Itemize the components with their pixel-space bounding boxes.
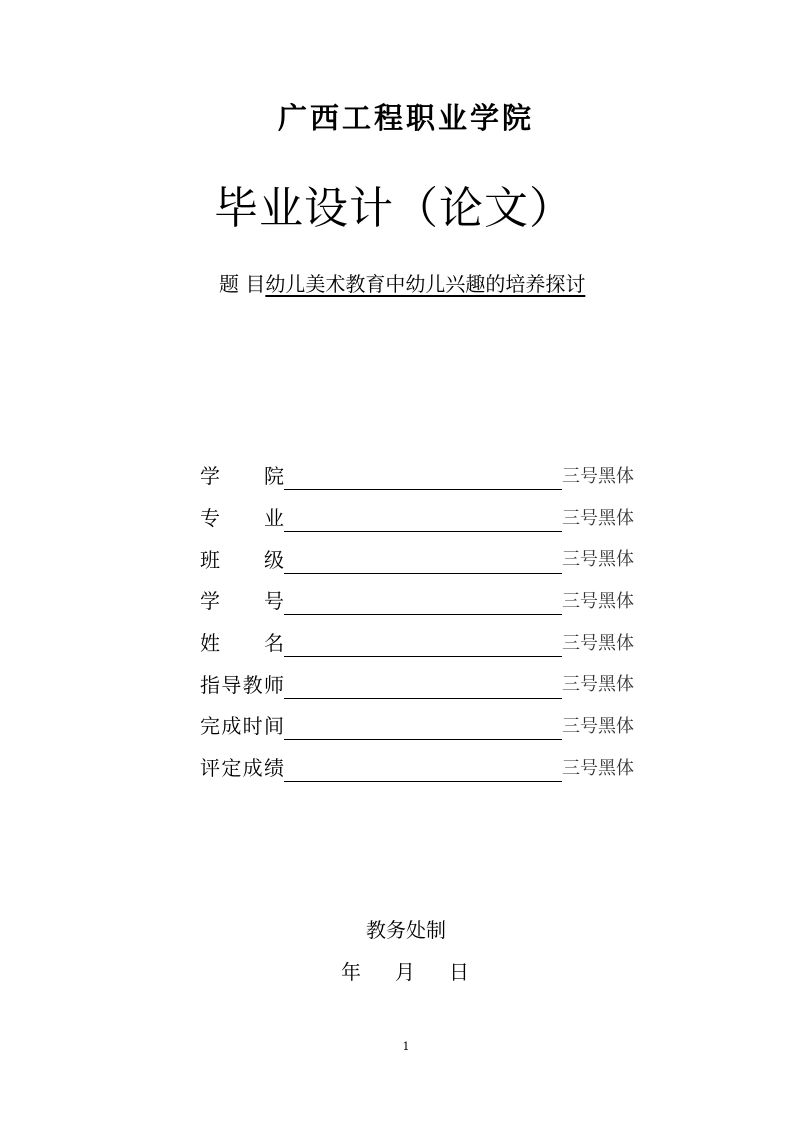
field-row-advisor — [200, 662, 660, 704]
field-hint: 三号黑体 — [562, 507, 634, 529]
field-row-name — [200, 621, 660, 663]
field-input-line[interactable] — [284, 588, 562, 615]
field-input-line[interactable] — [284, 630, 562, 657]
topic-row — [219, 268, 585, 297]
document-type-title: 毕业设计（论文） — [214, 183, 574, 234]
field-row-class — [200, 537, 660, 579]
topic-label: 题 目 — [219, 272, 266, 296]
field-input-line[interactable] — [284, 505, 562, 532]
field-input-line[interactable] — [284, 547, 562, 574]
field-hint: 三号黑体 — [562, 590, 634, 612]
field-input-line[interactable] — [284, 672, 562, 699]
info-form — [200, 454, 660, 788]
page-number: 1 — [402, 1040, 410, 1053]
school-name: 广西工程职业学院 — [277, 101, 534, 135]
thesis-title: 幼儿美术教育中幼儿兴趣的培养探讨 — [265, 272, 586, 296]
field-input-line[interactable] — [284, 713, 562, 740]
field-input-line[interactable] — [284, 755, 562, 782]
month-label: 月 — [395, 960, 415, 984]
field-hint: 三号黑体 — [562, 465, 634, 487]
field-hint: 三号黑体 — [562, 674, 634, 696]
field-label: 姓 名 — [200, 631, 284, 656]
day-label: 日 — [449, 960, 469, 984]
year-label: 年 — [341, 960, 361, 984]
field-label: 学 号 — [200, 589, 284, 614]
date-line — [341, 956, 469, 985]
field-row-college — [200, 454, 660, 496]
field-hint: 三号黑体 — [562, 757, 634, 779]
field-input-line[interactable] — [284, 463, 562, 490]
field-label: 专 业 — [200, 506, 284, 531]
field-hint: 三号黑体 — [562, 549, 634, 571]
field-row-student-id — [200, 579, 660, 621]
field-label: 班 级 — [200, 547, 284, 572]
field-row-completion-date — [200, 704, 660, 746]
field-label: 指导教师 — [200, 672, 284, 697]
field-label: 完成时间 — [200, 714, 284, 739]
field-hint: 三号黑体 — [562, 632, 634, 654]
field-row-major — [200, 496, 660, 538]
field-label: 评定成绩 — [200, 756, 284, 781]
field-row-grade — [200, 746, 660, 788]
field-hint: 三号黑体 — [562, 715, 634, 737]
issuing-department: 教务处制 — [366, 918, 446, 942]
field-label: 学 院 — [200, 464, 284, 489]
